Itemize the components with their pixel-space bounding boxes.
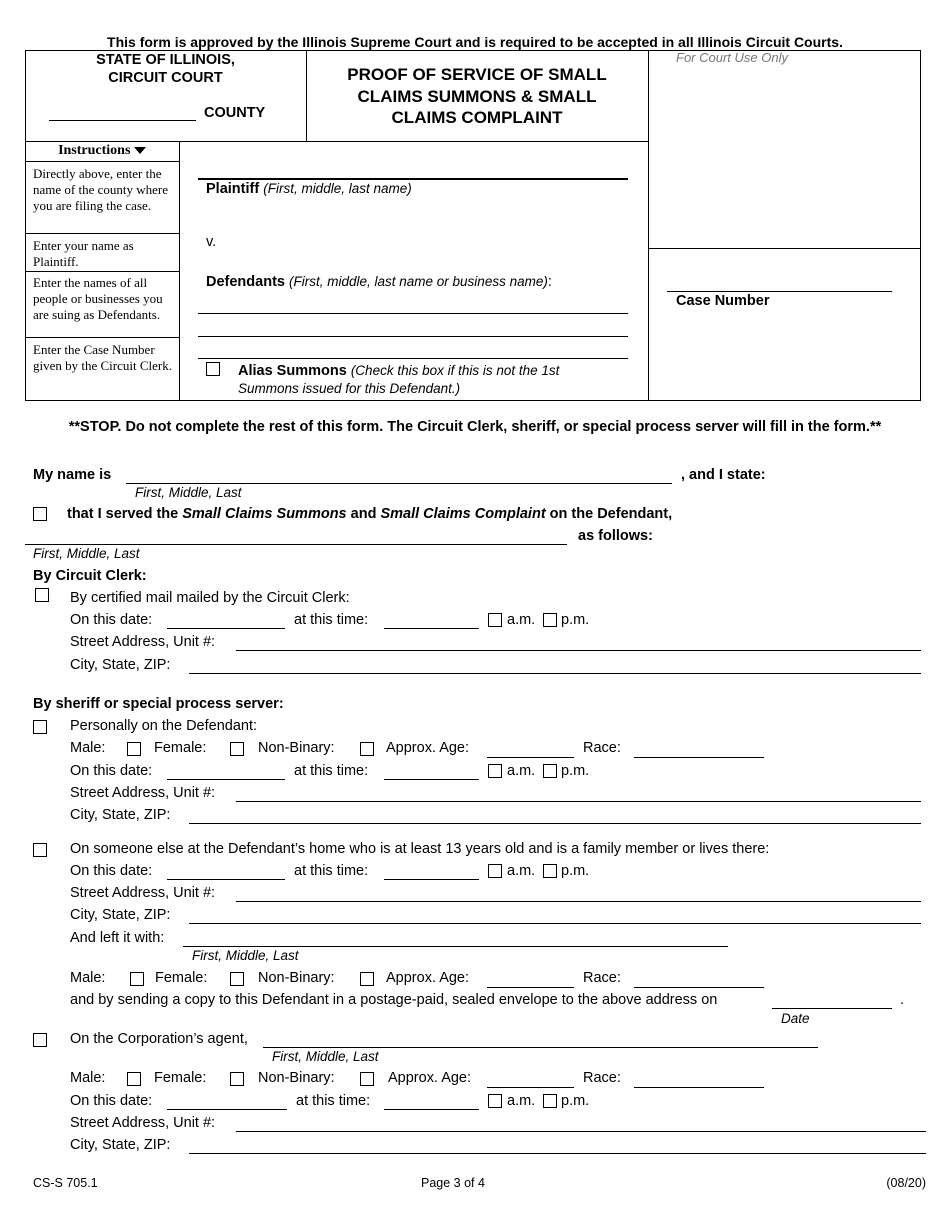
personal-race-label: Race: xyxy=(583,740,621,756)
corp-race-field[interactable] xyxy=(634,1087,764,1088)
mailing-period: . xyxy=(900,992,905,1008)
left-with-label: And left it with: xyxy=(70,930,165,946)
corp-nonbinary-label: Non-Binary: xyxy=(258,1070,335,1086)
abode-female-checkbox[interactable] xyxy=(230,972,244,986)
corp-nonbinary-checkbox[interactable] xyxy=(360,1072,374,1086)
corp-date-field[interactable] xyxy=(167,1109,287,1110)
abode-time-label: at this time: xyxy=(294,863,369,879)
mailing-label: and by sending a copy to this Defendant in a postage-paid, sealed envelope to the above address on xyxy=(70,992,718,1008)
abode-service-label: On someone else at the Defendant’s home who is at least 13 years old and is a family member or lives there: xyxy=(70,841,770,857)
personal-service-label: Personally on the Defendant: xyxy=(70,718,258,734)
abode-service-checkbox[interactable] xyxy=(33,843,47,857)
versus-label: v. xyxy=(206,234,217,250)
abode-nonbinary-label: Non-Binary: xyxy=(258,970,335,986)
personal-service-checkbox[interactable] xyxy=(33,720,47,734)
personal-city-field[interactable] xyxy=(189,823,921,824)
page-number: Page 3 of 4 xyxy=(421,1176,485,1190)
abode-date-field[interactable] xyxy=(167,879,285,880)
county-field[interactable] xyxy=(49,120,196,121)
corp-am-checkbox[interactable] xyxy=(488,1094,502,1108)
case-number-field[interactable] xyxy=(667,291,892,292)
personal-date-field[interactable] xyxy=(167,779,285,780)
left-with-field[interactable] xyxy=(183,946,728,947)
clerk-pm-checkbox[interactable] xyxy=(543,613,557,627)
corp-time-field[interactable] xyxy=(384,1109,479,1110)
corp-am-label: a.m. xyxy=(507,1093,536,1109)
plaintiff-label: Plaintiff (First, middle, last name) xyxy=(206,181,412,197)
served-defendant-checkbox[interactable] xyxy=(33,507,47,521)
left-with-hint: First, Middle, Last xyxy=(192,948,299,963)
my-name-label: My name is xyxy=(33,467,112,483)
corp-age-label: Approx. Age: xyxy=(388,1070,472,1086)
abode-am-label: a.m. xyxy=(507,863,536,879)
court-label: CIRCUIT COURT xyxy=(108,70,223,86)
personal-male-label: Male: xyxy=(70,740,106,756)
personal-age-field[interactable] xyxy=(487,757,574,758)
personal-age-label: Approx. Age: xyxy=(386,740,470,756)
server-name-hint: First, Middle, Last xyxy=(135,485,242,500)
and-i-state-label: , and I state: xyxy=(681,467,766,483)
clerk-date-field[interactable] xyxy=(167,628,285,629)
corp-pm-checkbox[interactable] xyxy=(543,1094,557,1108)
served-statement: that I served the Small Claims Summons and Small Claims Complaint on the Defendant, xyxy=(67,506,673,522)
abode-date-label: On this date: xyxy=(70,863,153,879)
form-title-line-2: CLAIMS SUMMONS & SMALL xyxy=(357,87,597,106)
instruction-county: Directly above, enter the name of the county where you are filing the case. xyxy=(33,166,169,213)
personal-street-label: Street Address, Unit #: xyxy=(70,785,216,801)
mailing-date-hint: Date xyxy=(781,1011,810,1026)
as-follows-label: as follows: xyxy=(578,528,653,544)
corp-pm-label: p.m. xyxy=(561,1093,590,1109)
personal-street-field[interactable] xyxy=(236,801,921,802)
abode-city-label: City, State, ZIP: xyxy=(70,907,171,923)
certified-mail-checkbox[interactable] xyxy=(35,588,49,602)
personal-female-checkbox[interactable] xyxy=(230,742,244,756)
corp-male-checkbox[interactable] xyxy=(127,1072,141,1086)
personal-am-label: a.m. xyxy=(507,763,536,779)
corporation-service-checkbox[interactable] xyxy=(33,1033,47,1047)
stop-notice: **STOP. Do not complete the rest of this form. The Circuit Clerk, sheriff, or special process server will fill in the form.** xyxy=(68,419,882,435)
personal-time-label: at this time: xyxy=(294,763,369,779)
abode-female-label: Female: xyxy=(155,970,208,986)
corp-female-label: Female: xyxy=(154,1070,207,1086)
triangle-down-icon xyxy=(134,147,146,154)
instruction-case-number: Enter the Case Number given by the Circuit Clerk. xyxy=(33,342,173,373)
defendant-field-2[interactable] xyxy=(198,336,628,337)
personal-pm-label: p.m. xyxy=(561,763,590,779)
form-title-line-1: PROOF OF SERVICE OF SMALL xyxy=(347,65,607,84)
clerk-time-label: at this time: xyxy=(294,612,369,628)
clerk-heading: By Circuit Clerk: xyxy=(33,568,147,584)
defendant-name-field[interactable] xyxy=(25,544,567,545)
abode-male-checkbox[interactable] xyxy=(130,972,144,986)
instructions-heading: Instructions xyxy=(25,143,179,159)
court-use-label: For Court Use Only xyxy=(676,50,788,65)
clerk-am-label: a.m. xyxy=(507,612,536,628)
instruction-defendants: Enter the names of all people or businesses you are suing as Defendants. xyxy=(33,275,163,322)
abode-city-field[interactable] xyxy=(189,923,921,924)
form-id: CS-S 705.1 xyxy=(33,1176,98,1190)
revision-date: (08/20) xyxy=(886,1176,926,1190)
abode-race-field[interactable] xyxy=(634,987,764,988)
approval-notice: This form is approved by the Illinois Supreme Court and is required to be accepted in all Illinois Circuit Courts. xyxy=(107,34,843,50)
personal-city-label: City, State, ZIP: xyxy=(70,807,171,823)
defendant-field-1[interactable] xyxy=(198,313,628,314)
abode-age-field[interactable] xyxy=(487,987,574,988)
corp-female-checkbox[interactable] xyxy=(230,1072,244,1086)
county-label: COUNTY xyxy=(204,105,266,121)
corp-city-label: City, State, ZIP: xyxy=(70,1137,171,1153)
corp-age-field[interactable] xyxy=(487,1087,574,1088)
personal-pm-checkbox[interactable] xyxy=(543,764,557,778)
personal-female-label: Female: xyxy=(154,740,207,756)
abode-street-label: Street Address, Unit #: xyxy=(70,885,216,901)
certified-mail-label: By certified mail mailed by the Circuit Clerk: xyxy=(70,590,350,606)
sheriff-heading: By sheriff or special process server: xyxy=(33,696,284,712)
mailing-date-field[interactable] xyxy=(772,1008,892,1009)
defendant-field-3[interactable] xyxy=(198,358,628,359)
alias-summons-hint: Summons issued for this Defendant.) xyxy=(238,381,461,396)
alias-summons-checkbox[interactable] xyxy=(206,362,220,376)
corp-street-field[interactable] xyxy=(236,1131,926,1132)
plaintiff-field[interactable] xyxy=(198,178,628,180)
form-title-line-3: CLAIMS COMPLAINT xyxy=(391,108,563,127)
abode-pm-label: p.m. xyxy=(561,863,590,879)
corp-date-label: On this date: xyxy=(70,1093,153,1109)
corp-male-label: Male: xyxy=(70,1070,106,1086)
abode-male-label: Male: xyxy=(70,970,106,986)
corporation-agent-label: On the Corporation’s agent, xyxy=(70,1031,248,1047)
corporation-agent-hint: First, Middle, Last xyxy=(272,1049,379,1064)
abode-am-checkbox[interactable] xyxy=(488,864,502,878)
personal-nonbinary-checkbox[interactable] xyxy=(360,742,374,756)
clerk-date-label: On this date: xyxy=(70,612,153,628)
clerk-time-field[interactable] xyxy=(384,628,479,629)
clerk-street-field[interactable] xyxy=(236,650,921,651)
instruction-plaintiff: Enter your name as Plaintiff. xyxy=(33,238,134,269)
corporation-agent-field[interactable] xyxy=(263,1047,818,1048)
abode-nonbinary-checkbox[interactable] xyxy=(360,972,374,986)
personal-time-field[interactable] xyxy=(384,779,479,780)
defendant-name-hint: First, Middle, Last xyxy=(33,546,140,561)
clerk-street-label: Street Address, Unit #: xyxy=(70,634,216,650)
personal-nonbinary-label: Non-Binary: xyxy=(258,740,335,756)
clerk-city-field[interactable] xyxy=(189,673,921,674)
case-number-label: Case Number xyxy=(676,293,770,309)
corp-race-label: Race: xyxy=(583,1070,621,1086)
personal-race-field[interactable] xyxy=(634,757,764,758)
state-label: STATE OF ILLINOIS, xyxy=(96,52,235,68)
clerk-pm-label: p.m. xyxy=(561,612,590,628)
server-name-field[interactable] xyxy=(126,483,672,484)
personal-am-checkbox[interactable] xyxy=(488,764,502,778)
abode-time-field[interactable] xyxy=(384,879,479,880)
personal-male-checkbox[interactable] xyxy=(127,742,141,756)
abode-pm-checkbox[interactable] xyxy=(543,864,557,878)
abode-age-label: Approx. Age: xyxy=(386,970,470,986)
personal-date-label: On this date: xyxy=(70,763,153,779)
corp-time-label: at this time: xyxy=(296,1093,371,1109)
clerk-city-label: City, State, ZIP: xyxy=(70,657,171,673)
alias-summons-label: Alias Summons (Check this box if this is not the 1st xyxy=(238,363,560,379)
abode-race-label: Race: xyxy=(583,970,621,986)
abode-street-field[interactable] xyxy=(236,901,921,902)
clerk-am-checkbox[interactable] xyxy=(488,613,502,627)
corp-city-field[interactable] xyxy=(189,1153,926,1154)
defendants-label: Defendants (First, middle, last name or business name): xyxy=(206,274,552,290)
corp-street-label: Street Address, Unit #: xyxy=(70,1115,216,1131)
